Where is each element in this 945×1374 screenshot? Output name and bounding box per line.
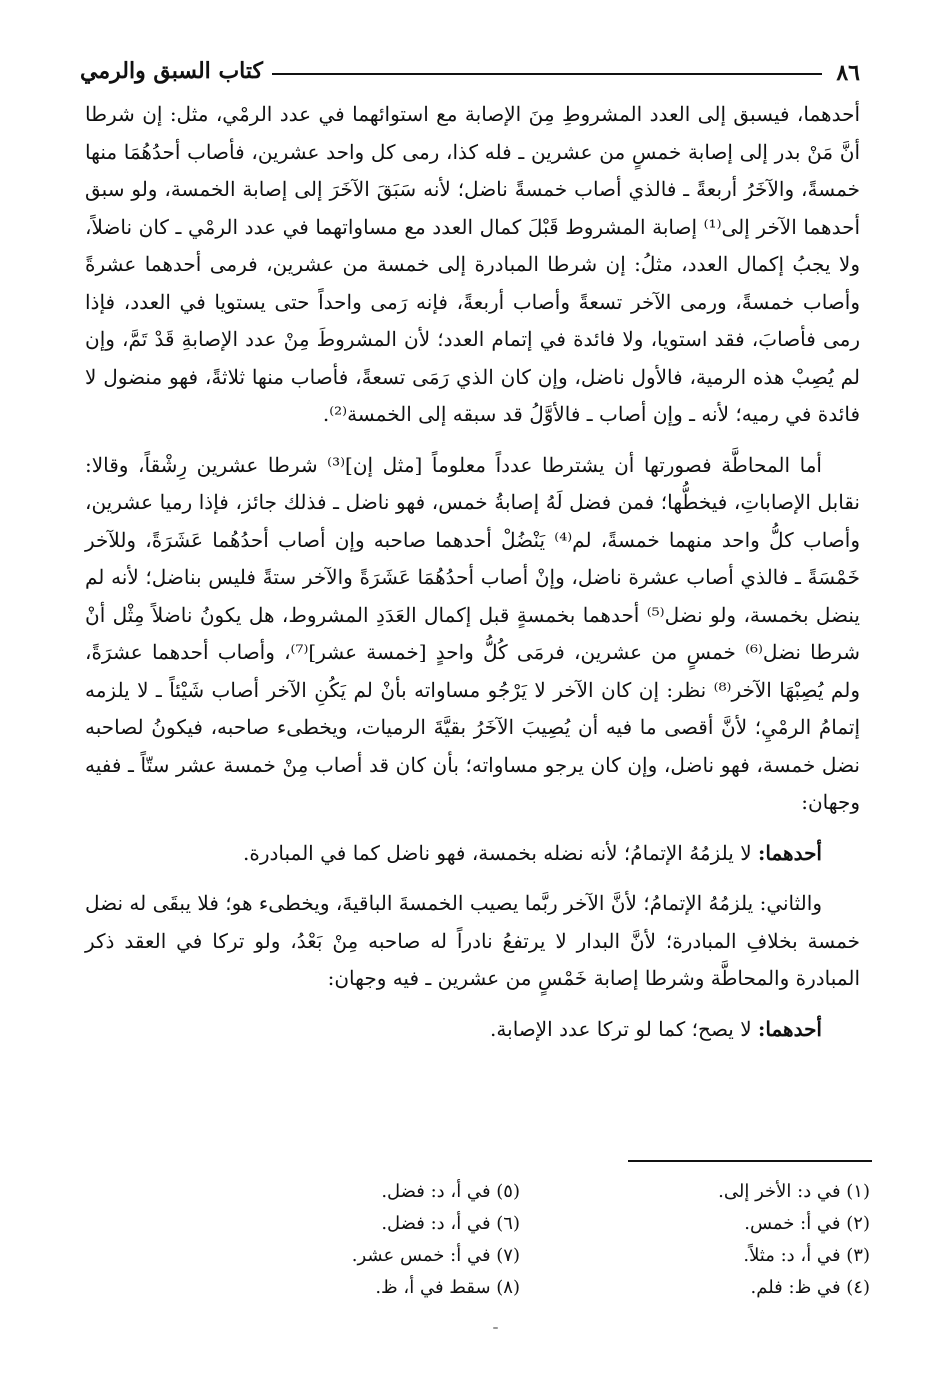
paragraph-5 <box>85 1011 860 1049</box>
footnote-7: (٧) في أ: خمس عشر. <box>351 1245 520 1266</box>
page-header <box>80 58 860 88</box>
paragraph-4: والثاني: يلزمُهُ الإتمامُ؛ لأنَّ الآخر ربَّما يصيب الخمسةَ الباقيةَ، ويخطىء هو؛ فلا يبقَى له نضل خمسة بخلافِ المبادرة؛ لأنَّ البدار لا يرتفعُ نادراً له صاحبه مِنْ بَعْدُ، ولو تركا في العقد ذكر المبادرة والمحاطَّة وشرطا إصابة خَمْسٍ من عشرين ـ فيه وجهان: <box>85 891 860 990</box>
footnote-8: (٨) سقط في أ، ظ. <box>375 1277 520 1298</box>
header-rule <box>272 73 822 75</box>
paragraph-1: أحدهما، فيسبق إلى العدد المشروطِ مِنَ الإصابة مع استوائهما في عدد الرمْي، مثل: إن شرطا أنَّ مَنْ بدر إلى إصابة خمسٍ من عشرين ـ فله كذا، رمى كل واحد عشرين، فأصاب أحدُهُمَا منها خمسةً، والآخَرُ أربعةً ـ فالذي أصاب خمسةً ناضل؛ لأنه سَبَقَ الآخَرَ إلى إصابة الخمسة، ولو سبق أحدهما الآخر إلى⁽¹⁾ إصابة المشروط قَبْلَ كمال العدد مع مساواتهما في عدد الرمْي ـ كان ناضلاً، ولا يجبُ إكمال العدد، مثلُ: إن شرطا المبادرة إلى خمسة من عشرين، فرمى أحدهما عشرةً وأصاب خمسةً، ورمى الآخر تسعةً وأصاب أربعةً، فإنه رَمى واحداً حتى يستويا في العدد، فإذا رمى فأصابَ، فقد استويا، ولا فائدة في إتمام العدد؛ لأن المشروطَ مِنْ عدد الإصابةِ قَدْ تَمَّ، وإن لم يُصِبْ هذه الرمية، فالأول ناضل، وإن كان الذي رَمَى تسعةً، فأصاب منها ثلاثةً، فهو منضول لا فائدة في رميه؛ لأنه ـ وإن أصاب ـ فالأوَّلُ قد سبقه إلى الخمسة⁽²⁾. <box>85 102 860 426</box>
paragraph-2: أما المحاطَّة فصورتها أن يشترطا عدداً معلوماً [مثل إن]⁽³⁾ شرطا عشرين رِشْقاً، وقالا: نقابل الإصاباتِ، فيخطُّها؛ فمن فضل لَهُ إصابةُ خمس، فهو ناضل ـ فذلك جائز، فإذا رميا عشرين، وأصاب كلُّ واحد منهما خمسةً، لم⁽⁴⁾ يَنْضُلْ أحدهما صاحبه وإن أصاب أحدُهُما عَشَرَةً، وللآخر خَمْسَةً ـ فالذي أصاب عشرة ناضل، وإنْ أصاب أحدُهُمَا عَشَرَةً والآخر ستةً فليس بناضل؛ لأنه لم ينضل بخمسة، ولو نضل⁽⁵⁾ أحدهما بخمسةٍ قبل إكمال العَدَدِ المشروط، هل يكونُ ناضلاً مِثْل أنْ شرطا نضل⁽⁶⁾ خمسٍ من عشرين، فرمَى كُلُّ واحدٍ [خمسة عشر]⁽⁷⁾، وأصاب أحدهما عشرَةً، ولم يُصِبْهَا الآخر⁽⁸⁾ نظر: إن كان الآخر لا يَرْجُو مساواته بأنْ لم يَكُنِ الآخر أصاب شَيْئاً ـ لا يلزمه إتمامُ الرمْيِ؛ لأنَّ أقصى ما فيه أن يُصِيبَ الآخَرُ بقيَّةَ الرميات، ويخطىء صاحبه، فيكونُ لصاحبه نضل خمسة، فهو ناضل، وإن كان يرجو مساواته؛ بأن كان قد أصاب مِنْ خمسة عشر ستّاً ـ ففيه وجهان: <box>85 452 860 814</box>
page-number: ٨٦ <box>836 60 860 86</box>
footnotes-left-column <box>250 1176 520 1304</box>
footnote-3: (٣) في أ، د: مثلاً. <box>743 1245 870 1266</box>
footnote-6: (٦) في أ، د: فضل. <box>381 1213 520 1234</box>
footnotes <box>310 1176 870 1316</box>
scan-speck <box>493 1327 498 1329</box>
footnote-4: (٤) في ظ: فلم. <box>750 1277 870 1298</box>
paragraph-5-text: لا يصح؛ كما لو تركا عدد الإصابة. <box>490 1016 758 1041</box>
paragraph-5-lead: أحدهما: <box>757 1016 822 1041</box>
paragraph-3-lead: أحدهما: <box>757 840 822 865</box>
footnotes-right-column <box>600 1176 870 1304</box>
footnote-rule <box>628 1160 872 1162</box>
footnote-2: (٢) في أ: خمس. <box>744 1213 870 1234</box>
footnote-1: (١) في د: الأخر إلى. <box>718 1181 870 1202</box>
running-title: كتاب السبق والرمي <box>80 58 263 84</box>
main-text <box>85 96 860 1048</box>
paragraph-3 <box>85 835 860 873</box>
footnote-5: (٥) في أ، د: فضل. <box>381 1181 520 1202</box>
paragraph-3-text: لا يلزمُهُ الإتمامُ؛ لأنه نضله بخمسة، فهو ناضل كما في المبادرة. <box>243 840 758 865</box>
